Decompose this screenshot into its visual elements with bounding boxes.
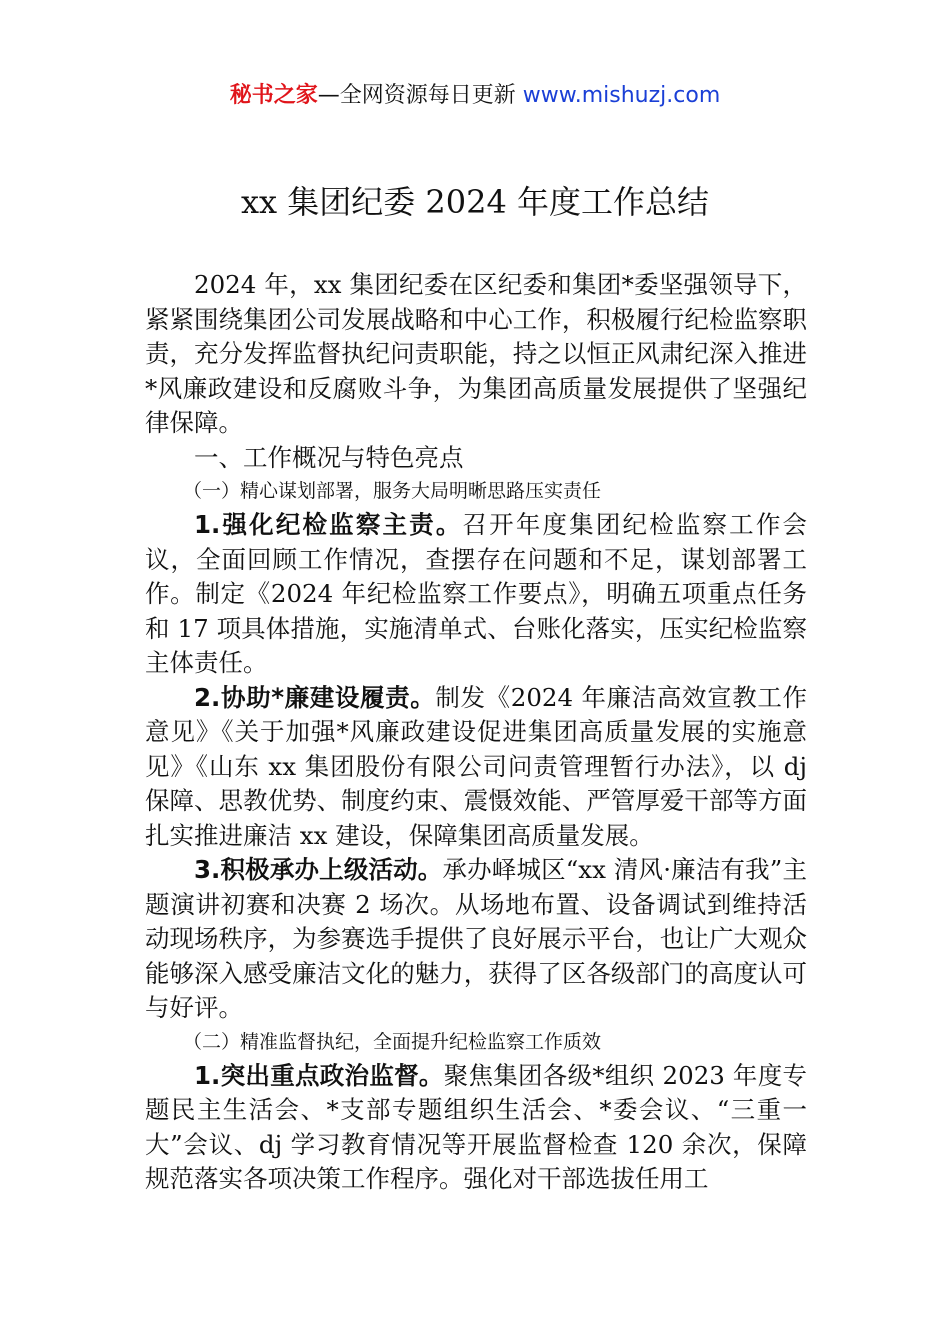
- document-title: xx 集团纪委 2024 年度工作总结: [240, 183, 710, 221]
- item-text: 承办峄城区“xx 清风·廉洁有我”主题演讲初赛和决赛 2 场次。从场地布置、设备调试到维持活动现场秩序，为参赛选手提供了良好展示平台，也让广大观众能够深入感受廉洁文化的魅力，获得了区各级部门的高度认可与好评。: [145, 855, 807, 1022]
- intro-paragraph: 2024 年，xx 集团纪委在区纪委和集团*委坚强领导下，紧紧围绕集团公司发展战略和中心工作，积极履行纪检监察职责，充分发挥监督执纪问责职能，持之以恒正风肃纪深入推进*风廉政建设和反腐败斗争，为集团高质量发展提供了坚强纪律保障。: [145, 270, 807, 437]
- site-tagline: —全网资源每日更新: [317, 83, 516, 108]
- item-text: 召开年度集团纪检监察工作会议，全面回顾工作情况，查摆存在问题和不足，谋划部署工作。制定《2024 年纪检监察工作要点》，明确五项重点任务和 17 项具体措施，实施清单式、台账化落实，压实纪检监察主体责任。: [145, 510, 808, 677]
- section-heading: 一、工作概况与特色亮点: [194, 442, 464, 472]
- list-item: [145, 681, 807, 854]
- list-item: [145, 508, 807, 681]
- subsection-heading: （二）精准监督执纪，全面提升纪检监察工作质效: [183, 1030, 602, 1053]
- site-url-link[interactable]: www.mishuzj.com: [522, 83, 721, 108]
- list-item: [145, 1059, 807, 1197]
- document-body: [145, 268, 807, 1197]
- item-lead: 1.突出重点政治监督。: [194, 1060, 444, 1090]
- site-banner: [0, 80, 950, 112]
- item-lead: 3.积极承办上级活动。: [194, 855, 443, 884]
- item-text: 聚焦集团各级*组织 2023 年度专题民主生活会、*支部专题组织生活会、*委会议、“三重一大”会议、dj 学习教育情况等开展监督检查 120 余次，保障规范落实各项决策工作程序。强化对干部选拔任用工: [145, 1060, 807, 1193]
- list-item: [145, 853, 807, 1026]
- item-text: 制发《2024 年廉洁高效宣教工作意见》《关于加强*风廉政建设促进集团高质量发展的实施意见》《山东 xx 集团股份有限公司问责管理暂行办法》，以 dj 保障、思教优势、制度约束、震慑效能、严管厚爱干部等方面扎实推进廉洁 xx 建设，保障集团高质量发展。: [145, 682, 807, 850]
- subsection-heading: （一）精心谋划部署，服务大局明晰思路压实责任: [183, 480, 602, 502]
- site-brand: 秘书之家: [229, 83, 318, 108]
- item-lead: 1.强化纪检监察主责。: [194, 510, 463, 539]
- item-lead: 2.协助*廉建设履责。: [194, 682, 436, 712]
